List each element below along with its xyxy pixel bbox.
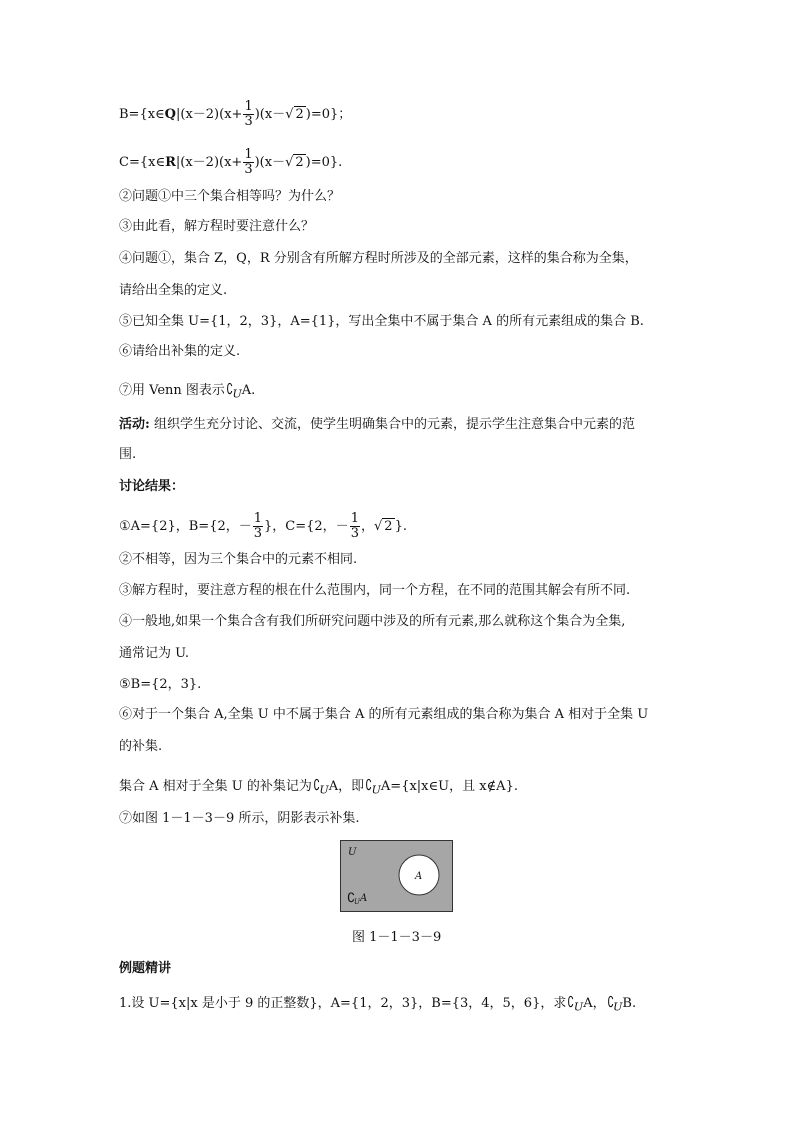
complement-symbol: ∁ [607,993,614,1011]
activity-line1: 活动: 组织学生充分讨论、交流，使学生明确集合中的元素，提示学生注意集合中元素的范 [119,417,635,432]
figure-caption: 图 1－1－3－9 [352,930,442,945]
complement-symbol: ∁ [226,380,234,398]
question-2: ②问题①中三个集合相等吗？为什么？ [119,189,341,204]
discussion-result-heading: 讨论结果： [119,479,185,494]
eq-b-mid: |(x－2)(x+ [176,107,243,122]
venn-a-label: A [415,871,423,882]
question-7: ⑦用 Venn 图表示$∁_UA$. [119,380,256,401]
eq-c-prefix: C={x∈ [119,155,166,170]
result-7: ⑦如图 1－1－3－9 所示，阴影表示补集. [119,811,360,826]
result-6-line1: ⑥对于一个集合 A,全集 U 中不属于集合 A 的所有元素组成的集合称为集合 A 相对于全集 U [119,707,649,722]
result-4-line2: 通常记为 U. [119,646,190,661]
result-1-fraction-c: $\frac{1}{3}$ [350,511,359,541]
example-1: 1.设 U={x|x 是小于 9 的正整数}，A={1，2，3}，B={3，4，5，6}，求$∁_UA$，$∁_UB$. [119,993,637,1014]
eq-c-tail2: )=0}. [305,155,343,170]
example-heading: 例题精讲 [119,961,172,976]
eq-b-prefix: B={x∈ [119,107,165,122]
venn-complement-symbol: ∁ [347,891,356,906]
question-3: ③由此看，解方程时要注意什么？ [119,219,315,234]
eq-c-fraction: $\frac{1}{3}$ [244,147,253,177]
venn-complement-a: A [360,893,368,904]
eq-b-tail2: )=0}； [305,107,352,122]
equation-c: C={x∈R|(x－2)(x+ $\frac{1}{3}$ )(x－√ 2 )=0}. [119,147,343,177]
result-1: ①A={2}，B={2，－ $\frac{1}{3}$ }，C={2，－ $\frac{1}{3}$ ，√ 2 }. [119,511,407,541]
eq-b-set: Q [164,107,176,122]
question-6: ⑥请给出补集的定义. [119,344,241,359]
activity-line2: 围. [119,447,137,462]
eq-b-fraction: $\frac{1}{3}$ [244,99,253,129]
eq-c-tail1: )(x－ [254,155,286,170]
result-4-line1: ④一般地,如果一个集合含有我们所研究问题中涉及的所有元素,那么就称这个集合为全集, [119,614,626,629]
question-5: ⑤已知全集 U={1，2，3}，A={1}，写出全集中不属于集合 A 的所有元素组成的集合 B. [119,314,644,329]
equation-b: B={x∈Q|(x－2)(x+ $\frac{1}{3}$ )(x－√ 2 )=0}； [119,99,352,129]
question-4-line2: 请给出全集的定义. [119,283,228,298]
complement-symbol: ∁ [365,776,373,794]
result-6-notation: 集合 A 相对于全集 U 的补集记为$∁_UA$，即$∁_UA=\{x|x\in U$，且 x∉A}. [119,776,518,797]
eq-b-root: 2 [295,107,304,122]
result-1-fraction-b: $\frac{1}{3}$ [253,511,263,541]
eq-c-set: R [165,155,176,170]
result-6-line2: 的补集. [119,739,163,754]
venn-complement-sub: U [354,898,360,906]
result-3: ③解方程时，要注意方程的根在什么范围内，同一个方程，在不同的范围其解会有所不同. [119,583,631,598]
complement-symbol: ∁ [567,993,575,1011]
venn-u-label: U [348,847,357,858]
result-2: ②不相等，因为三个集合中的元素不相同. [119,552,358,567]
complement-symbol: ∁ [313,776,320,794]
eq-c-mid: |(x－2)(x+ [175,155,243,170]
question-4-line1: ④问题①，集合 Z，Q，R 分别含有所解方程时所涉及的全部元素，这样的集合称为全集， [119,251,638,266]
venn-diagram [340,840,453,912]
result-5: ⑤B={2，3}. [119,677,202,692]
eq-c-root: 2 [295,155,304,170]
eq-b-tail1: )(x－ [254,107,286,122]
activity-label: 活动: [119,417,150,432]
